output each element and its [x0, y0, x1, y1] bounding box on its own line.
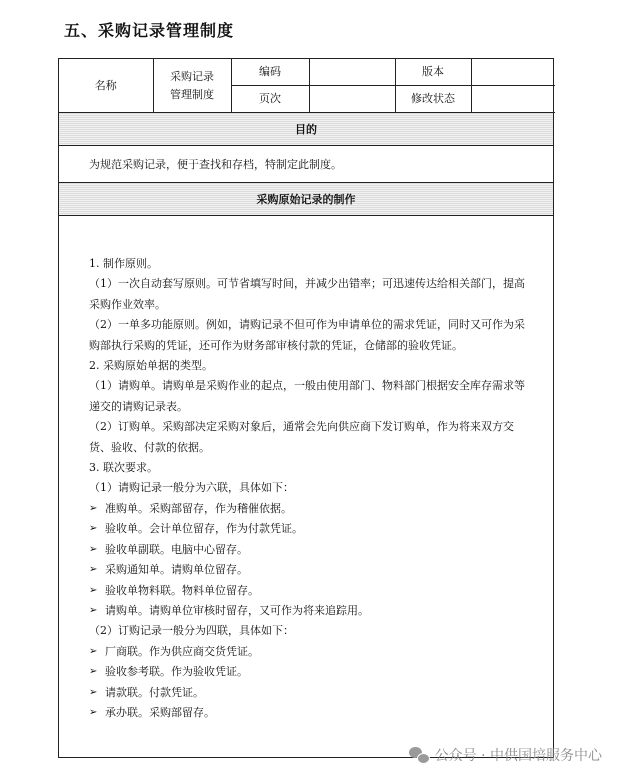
arrow-bullet-icon: ➢	[89, 706, 98, 718]
purpose-title: 目的	[295, 123, 317, 136]
list-item	[89, 601, 529, 621]
list-item-text: 承办联。采购部留存。	[105, 705, 215, 719]
arrow-bullet-icon: ➢	[89, 543, 98, 555]
arrow-bullet-icon: ➢	[89, 666, 98, 678]
watermark	[409, 745, 602, 765]
watermark-text: 公众号 · 中供国培服务中心	[434, 748, 602, 764]
arrow-bullet-icon: ➢	[89, 645, 98, 657]
list-item-text: 验收参考联。作为验收凭证。	[105, 665, 248, 679]
list-item-text: 请款联。付款凭证。	[105, 685, 204, 699]
version-value	[471, 59, 555, 86]
list-item-text: 采购通知单。请购单位留存。	[105, 563, 248, 577]
arrow-bullet-icon: ➢	[89, 502, 98, 514]
list-item	[89, 519, 529, 539]
document-name-line2: 管理制度	[170, 87, 214, 101]
list-item	[89, 560, 529, 580]
paragraph: 1. 制作原则。	[89, 257, 158, 270]
paragraph: 2. 采购原始单据的类型。	[89, 359, 213, 373]
arrow-bullet-icon: ➢	[89, 584, 98, 596]
arrow-bullet-icon: ➢	[89, 604, 98, 616]
list-item	[89, 540, 529, 560]
requisition-copies-list	[89, 499, 529, 621]
regulation-form	[58, 58, 554, 758]
code-value	[309, 59, 395, 86]
arrow-bullet-icon: ➢	[89, 564, 98, 576]
list-item-text: 验收单副联。电脑中心留存。	[105, 542, 248, 556]
list-item-text: 厂商联。作为供应商交货凭证。	[105, 644, 259, 658]
section-title: 采购原始记录的制作	[256, 193, 356, 206]
paragraph: （1）请购单。请购单是采购作业的起点，一般由使用部门、物料部门根据安全库存需求等递交的请购记录表。	[89, 379, 525, 413]
list-item-text: 准购单。采购部留存，作为稽催依据。	[105, 501, 292, 515]
list-item	[89, 642, 529, 662]
paragraph: （2）一单多功能原则。例如，请购记录不但可作为申请单位的需求凭证，同时又可作为采购部执行采购的凭证，还可作为财务部审核付款的凭证，仓储部的验收凭证。	[89, 318, 525, 352]
revision-label: 修改状态	[395, 86, 471, 113]
paragraph: 3. 联次要求。	[89, 461, 158, 475]
document-name	[153, 59, 231, 113]
revision-value	[471, 86, 555, 113]
list-item-text: 验收单物料联。物料单位留存。	[105, 583, 259, 597]
arrow-bullet-icon: ➢	[89, 523, 98, 535]
document-name-line1: 采购记录	[170, 69, 214, 83]
list-item	[89, 703, 529, 723]
list-item-text: 请购单。请购单位审核时留存，又可作为将来追踪用。	[105, 603, 369, 617]
list-item	[89, 662, 529, 682]
section-band	[59, 183, 553, 216]
list-item	[89, 499, 529, 519]
wechat-icon	[409, 747, 429, 763]
paragraph: （1）请购记录一般分为六联，具体如下：	[89, 481, 294, 495]
regulation-content	[59, 216, 553, 723]
version-label: 版本	[395, 59, 471, 86]
arrow-bullet-icon: ➢	[89, 686, 98, 698]
name-label: 名称	[59, 59, 153, 113]
paragraph: （2）订购记录一般分为四联，具体如下：	[89, 624, 294, 638]
page-label: 页次	[231, 86, 309, 113]
page-title: 五、采购记录管理制度	[64, 21, 235, 40]
paragraph: （2）订购单。采购部决定采购对象后，通常会先向供应商下发订购单，作为将来双方交货、验收、付款的依据。	[89, 420, 514, 454]
list-item	[89, 581, 529, 601]
list-item	[89, 683, 529, 703]
purpose-band	[59, 113, 553, 146]
document-header-table	[59, 59, 555, 113]
code-label: 编码	[231, 59, 309, 86]
page-value	[309, 86, 395, 113]
list-item-text: 验收单。会计单位留存，作为付款凭证。	[105, 522, 303, 536]
purpose-text: 为规范采购记录，便于查找和存档，特制定此制度。	[89, 158, 342, 171]
order-copies-list	[89, 642, 529, 724]
purpose-text-row	[59, 146, 553, 183]
paragraph: （1）一次自动套写原则。可节省填写时间，并减少出错率；可迅速传达给相关部门，提高采购作业效率。	[89, 277, 525, 311]
